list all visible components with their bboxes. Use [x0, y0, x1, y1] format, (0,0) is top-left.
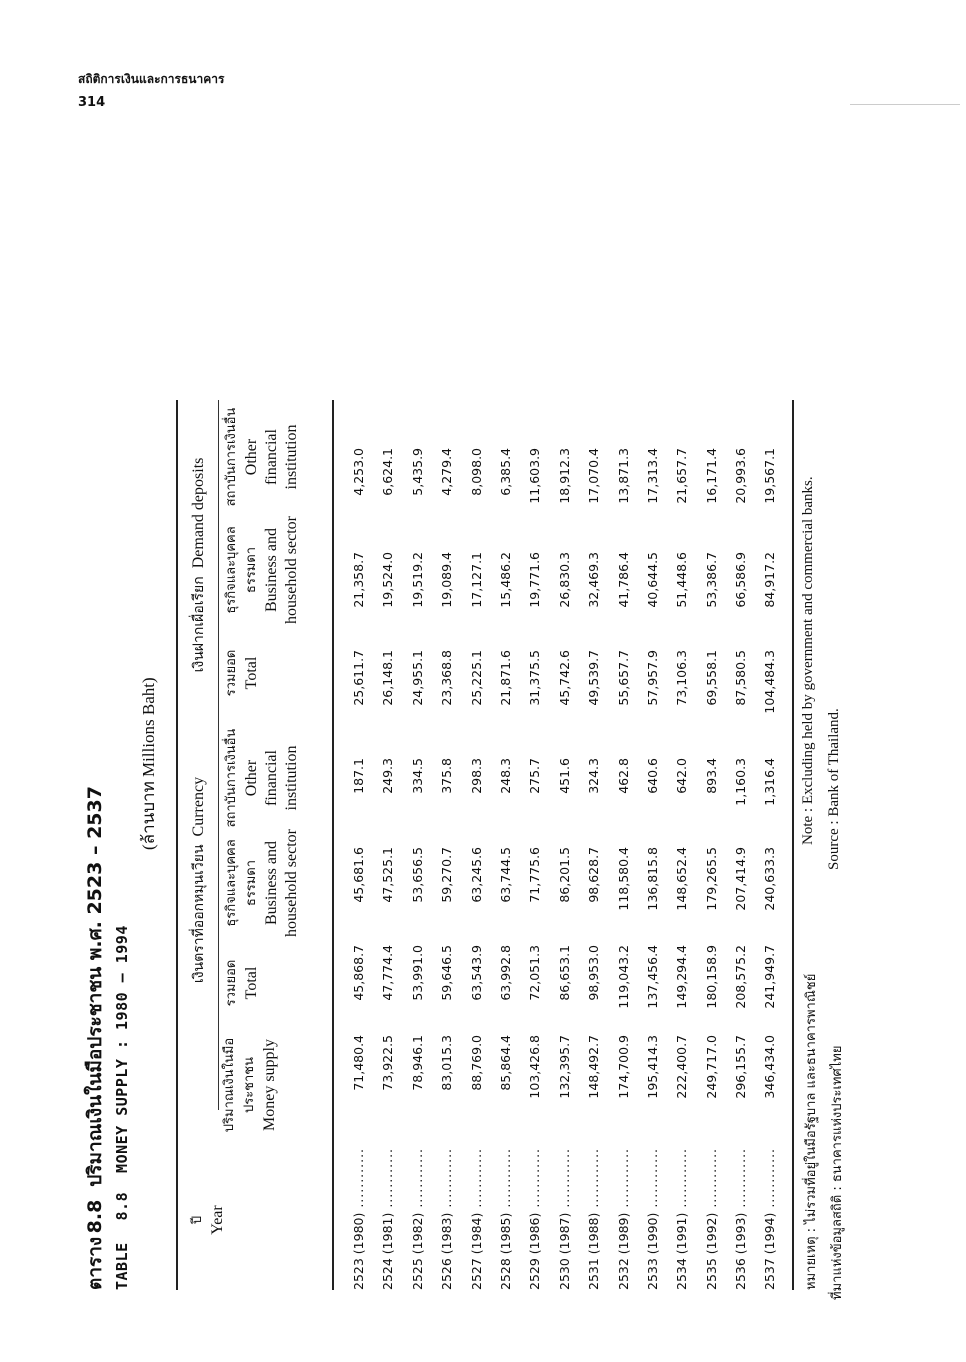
- dd-other-cell: 6,385.4: [497, 448, 513, 496]
- currency-other-header: [222, 728, 302, 828]
- currency-total-english: Total: [243, 966, 260, 1000]
- title-english-label: TABLE: [113, 1242, 131, 1290]
- cur-business-cell: 207,414.9: [733, 847, 749, 911]
- currency-business-english-1: Business and: [263, 841, 280, 925]
- title-thai-number: 8.8: [84, 1199, 106, 1234]
- title-thai-label: ตาราง: [84, 1236, 106, 1290]
- dd-other-cell: 19,567.1: [762, 448, 778, 504]
- demand-total-english: Total: [243, 656, 260, 690]
- title-english-number: 8.8: [113, 1191, 131, 1221]
- table-row: [464, 400, 493, 1290]
- money-supply-cell: 296,155.7: [733, 1035, 749, 1099]
- dd-other-cell: 17,070.4: [586, 448, 602, 504]
- table-row: [522, 400, 551, 1290]
- dd-total-cell: 45,742.6: [556, 650, 572, 706]
- cur-total-cell: 119,043.2: [615, 945, 631, 1009]
- rotated-table-page: [80, 400, 880, 1300]
- year-header: [188, 1150, 228, 1290]
- currency-other-english-2: financial: [263, 750, 280, 806]
- cur-other-cell: 642.0: [674, 758, 690, 794]
- table-row: [728, 400, 757, 1290]
- money-supply-cell: 148,492.7: [586, 1035, 602, 1099]
- cur-other-cell: 298.3: [468, 758, 484, 794]
- table-row: [493, 400, 522, 1290]
- dd-total-cell: 23,368.8: [439, 650, 455, 706]
- cur-total-cell: 98,953.0: [586, 945, 602, 1001]
- note-english: Note : Excluding held by government and commercial banks.: [800, 476, 816, 845]
- money-supply-cell: 174,700.9: [615, 1035, 631, 1099]
- cur-total-cell: 63,543.9: [468, 945, 484, 1001]
- cur-total-cell: 47,774.4: [380, 945, 396, 1001]
- dd-business-cell: 19,089.4: [439, 552, 455, 608]
- dd-total-cell: 25,225.1: [468, 650, 484, 706]
- cur-total-cell: 45,868.7: [351, 945, 366, 1001]
- year-cell: 2530 (1987) .....: [557, 1150, 572, 1290]
- cur-total-cell: 53,991.0: [409, 945, 425, 1001]
- money-supply-cell: 83,015.3: [439, 1035, 455, 1091]
- dd-other-cell: 5,435.9: [409, 448, 425, 496]
- dd-total-cell: 31,375.5: [527, 650, 543, 706]
- currency-business-english-2: household sector: [283, 829, 300, 937]
- dd-business-cell: 32,469.3: [586, 552, 602, 608]
- dd-business-cell: 15,486.2: [497, 552, 513, 608]
- table-row: [581, 400, 610, 1290]
- dd-total-cell: 73,106.3: [674, 650, 690, 706]
- cur-total-cell: 208,575.2: [733, 945, 749, 1009]
- note-thai: หมายเหตุ : ไม่รวมที่อยู่ในมือรัฐบาล และธนาคารพาณิชย์: [804, 973, 819, 1290]
- dd-other-cell: 8,098.0: [468, 448, 484, 496]
- cur-business-cell: 136,815.8: [644, 847, 660, 911]
- dd-other-cell: 6,624.1: [380, 448, 396, 496]
- dd-total-cell: 21,871.6: [497, 650, 513, 706]
- cur-other-cell: 275.7: [527, 758, 543, 794]
- source-english: Source : Bank of Thailand.: [826, 708, 842, 870]
- table-row: [669, 400, 698, 1290]
- demand-total-header: [222, 628, 262, 718]
- unit-label: (ล้านบาท Millions Baht): [139, 677, 158, 850]
- demand-business-header: [222, 512, 302, 628]
- money-supply-cell: 88,769.0: [468, 1035, 484, 1091]
- demand-other-english-2: financial: [263, 429, 280, 485]
- currency-total-header: [222, 938, 262, 1028]
- cur-other-cell: 451.6: [556, 758, 572, 794]
- dd-business-cell: 21,358.7: [351, 552, 366, 608]
- cur-total-cell: 86,653.1: [556, 945, 572, 1001]
- table-row: [434, 400, 463, 1290]
- dd-business-cell: 53,386.7: [703, 552, 719, 608]
- demand-business-thai: ธุรกิจและบุคคลธรรมดา: [224, 526, 259, 614]
- currency-other-english-1: Other: [243, 759, 260, 797]
- group-rule: [218, 400, 219, 1110]
- dd-other-cell: 4,279.4: [439, 448, 455, 496]
- currency-business-thai: ธุรกิจและบุคคลธรรมดา: [224, 839, 259, 927]
- cur-total-cell: 63,992.8: [497, 945, 513, 1001]
- dd-business-cell: 19,524.0: [380, 552, 396, 608]
- dd-business-cell: 51,448.6: [674, 552, 690, 608]
- cur-business-cell: 47,525.1: [380, 847, 396, 903]
- dd-other-cell: 11,603.9: [527, 448, 543, 504]
- dd-total-cell: 104,484.3: [762, 650, 778, 714]
- demand-group-thai: เงินฝากเผื่อเรียก: [192, 576, 207, 673]
- currency-total-thai: รวมยอด: [224, 959, 239, 1007]
- year-cell: 2526 (1983) .....: [439, 1150, 454, 1290]
- money-supply-header-thai: ปริมาณเงินในมือประชาชน: [222, 1037, 257, 1133]
- running-head: สถิติการเงินและการธนาคาร: [78, 72, 225, 86]
- dd-business-cell: 41,786.4: [615, 552, 631, 608]
- dd-other-cell: 16,171.4: [703, 448, 719, 504]
- year-cell: 2529 (1986) .....: [527, 1150, 542, 1290]
- cur-business-cell: 71,775.6: [527, 847, 543, 903]
- cur-total-cell: 241,949.7: [762, 945, 778, 1009]
- year-cell: 2533 (1990) .....: [645, 1150, 660, 1290]
- dd-business-cell: 19,519.2: [409, 552, 425, 608]
- table-row: [699, 400, 728, 1290]
- year-header-english: Year: [209, 1205, 226, 1235]
- table-row: [375, 400, 404, 1290]
- cur-business-cell: 59,270.7: [439, 847, 455, 903]
- table-row: [552, 400, 581, 1290]
- dd-total-cell: 57,957.9: [644, 650, 660, 706]
- table-row: [640, 400, 669, 1290]
- year-cell: 2528 (1985) .....: [498, 1150, 513, 1290]
- money-supply-cell: 132,395.7: [556, 1035, 572, 1099]
- cur-business-cell: 240,633.3: [762, 847, 778, 911]
- cur-other-cell: 1,316.4: [762, 758, 778, 806]
- dd-other-cell: 21,657.7: [674, 448, 690, 504]
- dd-business-cell: 17,127.1: [468, 552, 484, 608]
- currency-other-english-3: institution: [283, 745, 300, 811]
- dd-other-cell: 17,313.4: [644, 448, 660, 504]
- dd-other-cell: 18,912.3: [556, 448, 572, 504]
- money-supply-cell: 222,400.7: [674, 1035, 690, 1099]
- demand-other-header: [222, 402, 302, 512]
- cur-business-cell: 98,628.7: [586, 847, 602, 903]
- dd-business-cell: 66,586.9: [733, 552, 749, 608]
- currency-group-header: [188, 730, 210, 1030]
- currency-group-thai: เงินตราที่ออกหมุนเวียน: [192, 844, 207, 984]
- dd-total-cell: 24,955.1: [409, 650, 425, 706]
- cur-business-cell: 53,656.5: [409, 847, 425, 903]
- page-number: 314: [78, 95, 106, 110]
- cur-total-cell: 59,646.5: [439, 945, 455, 1001]
- demand-total-thai: รวมยอด: [224, 649, 239, 697]
- cur-other-cell: 187.1: [351, 758, 366, 794]
- demand-other-thai: สถาบันการเงินอื่น: [224, 407, 239, 507]
- cur-business-cell: 45,681.6: [351, 847, 366, 903]
- cur-other-cell: 375.8: [439, 758, 455, 794]
- header-rule: [850, 104, 960, 105]
- dd-total-cell: 26,148.1: [380, 650, 396, 706]
- year-cell: 2531 (1988) .....: [586, 1150, 601, 1290]
- year-cell: 2527 (1984) .....: [469, 1150, 484, 1290]
- cur-business-cell: 179,265.5: [703, 847, 719, 911]
- year-cell: 2524 (1981) .....: [380, 1150, 395, 1290]
- money-supply-cell: 249,717.0: [703, 1035, 719, 1099]
- year-header-thai: ปี: [190, 1215, 205, 1225]
- money-supply-cell: 78,946.1: [409, 1035, 425, 1091]
- dd-total-cell: 69,558.1: [703, 650, 719, 706]
- cur-total-cell: 137,456.4: [644, 945, 660, 1009]
- cur-total-cell: 149,294.4: [674, 945, 690, 1009]
- demand-group-english: Demand deposits: [190, 457, 207, 569]
- title-thai: [80, 410, 110, 1290]
- demand-business-english-2: household sector: [283, 516, 300, 624]
- dd-business-cell: 19,771.6: [527, 552, 543, 608]
- demand-business-english-1: Business and: [263, 528, 280, 612]
- year-cell: 2536 (1993) .....: [733, 1150, 748, 1290]
- cur-other-cell: 324.3: [586, 758, 602, 794]
- table-row: [346, 400, 375, 1290]
- money-supply-cell: 103,426.8: [527, 1035, 543, 1099]
- money-supply-cell: 195,414.3: [644, 1035, 660, 1099]
- dd-other-cell: 4,253.0: [351, 448, 366, 496]
- cur-business-cell: 148,652.4: [674, 847, 690, 911]
- demand-other-english-3: institution: [283, 424, 300, 490]
- dd-business-cell: 40,644.5: [644, 552, 660, 608]
- cur-other-cell: 462.8: [615, 758, 631, 794]
- money-supply-cell: 85,864.4: [497, 1035, 513, 1091]
- dd-total-cell: 25,611.7: [351, 650, 366, 706]
- dd-total-cell: 87,580.5: [733, 650, 749, 706]
- year-cell: 2535 (1992) .....: [704, 1150, 719, 1290]
- table-row: [757, 400, 786, 1290]
- money-supply-header-english: Money supply: [261, 1039, 278, 1131]
- money-supply-cell: 71,480.4: [351, 1035, 366, 1091]
- year-cell: 2523 (1980) .....: [351, 1150, 366, 1290]
- cur-business-cell: 63,245.6: [468, 847, 484, 903]
- year-cell: 2532 (1989) .....: [616, 1150, 631, 1290]
- cur-business-cell: 63,744.5: [497, 847, 513, 903]
- year-cell: 2534 (1991) .....: [674, 1150, 689, 1290]
- year-cell: 2525 (1982) .....: [410, 1150, 425, 1290]
- cur-other-cell: 1,160.3: [733, 758, 749, 806]
- table-row: [611, 400, 640, 1290]
- cur-total-cell: 180,158.9: [703, 945, 719, 1009]
- currency-business-header: [222, 828, 302, 938]
- header-bottom-rule: [332, 400, 334, 1290]
- cur-business-cell: 118,580.4: [615, 847, 631, 911]
- currency-group-english: Currency: [190, 776, 207, 837]
- dd-other-cell: 13,871.3: [615, 448, 631, 504]
- table-row: [405, 400, 434, 1290]
- cur-other-cell: 334.5: [409, 758, 425, 794]
- dd-total-cell: 49,539.7: [586, 650, 602, 706]
- year-cell: 2537 (1994) .....: [762, 1150, 777, 1290]
- title-english-text: MONEY SUPPLY : 1980 – 1994: [113, 925, 131, 1173]
- dd-other-cell: 20,993.6: [733, 448, 749, 504]
- cur-total-cell: 72,051.3: [527, 945, 543, 1001]
- source-thai: ที่มาแห่งข้อมูลสถิติ : ธนาคารแห่งประเทศไทย: [830, 1045, 845, 1300]
- demand-other-english-1: Other: [243, 438, 260, 476]
- cur-other-cell: 249.3: [380, 758, 396, 794]
- dd-total-cell: 55,657.7: [615, 650, 631, 706]
- cur-other-cell: 640.6: [644, 758, 660, 794]
- cur-other-cell: 248.3: [497, 758, 513, 794]
- money-supply-header: [220, 1030, 280, 1140]
- title-thai-text: ปริมาณเงินในมือประชาชน พ.ศ. 2523 – 2537: [84, 786, 106, 1187]
- demand-group-header: [188, 400, 210, 730]
- dd-business-cell: 84,917.2: [762, 552, 778, 608]
- cur-business-cell: 86,201.5: [556, 847, 572, 903]
- dd-business-cell: 26,830.3: [556, 552, 572, 608]
- money-supply-cell: 346,434.0: [762, 1035, 778, 1099]
- money-supply-cell: 73,922.5: [380, 1035, 396, 1091]
- cur-other-cell: 893.4: [703, 758, 719, 794]
- table-body: [346, 400, 787, 1290]
- table-top-rule: [176, 400, 178, 1290]
- table-bottom-rule: [792, 400, 794, 1290]
- currency-other-thai: สถาบันการเงินอื่น: [224, 728, 239, 828]
